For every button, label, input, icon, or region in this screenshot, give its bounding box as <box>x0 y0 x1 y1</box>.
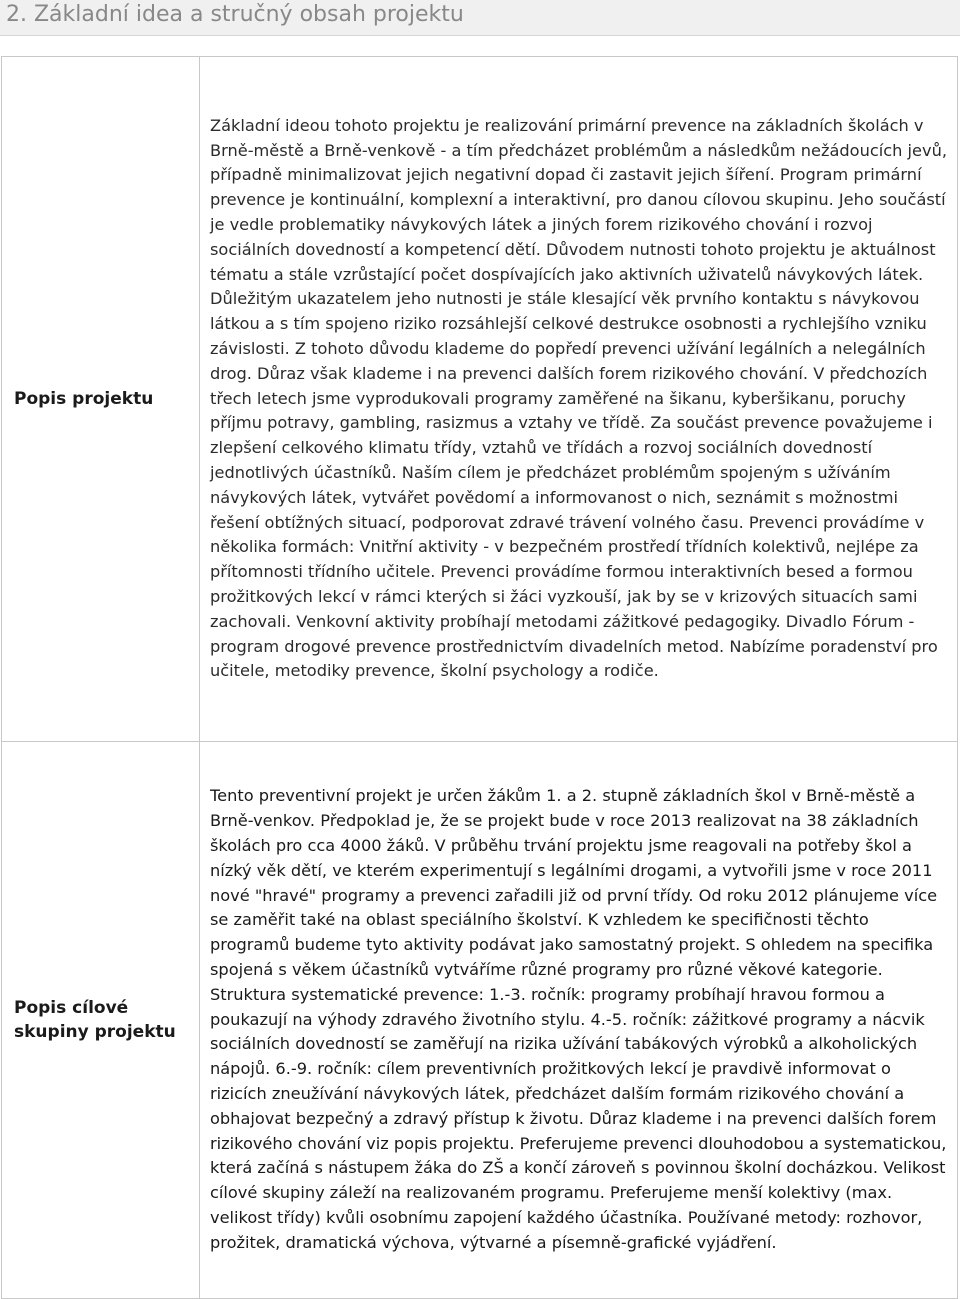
target-group-paragraph: Tento preventivní projekt je určen žákům 1. a 2. stupně základních škol v Brně-městě a Brně-venkov. Předpoklad je, že se projekt bude v roce 2013 realizovat na 38 základních školách pro cca 4000 žáků. V průběhu trvání projektu jsme reagovali na potřeby škol a nízký věk dětí, ve kterém experimentují s legálními drogami, a vytvořili jsme v roce 2011 nové "hravé" programy a prevenci zařadili již od první třídy. Od roku 2012 plánujeme více se zaměřit také na oblast speciálního školství. K vzhledem ke specifičnosti těchto programů budeme tyto aktivity podávat jako samostatný projekt. S ohledem na specifika spojená s věkem účastníků vytváříme různé programy pro různé věkové kategorie. Struktura systematické prevence: 1.-3. ročník: programy probíhají hravou formou a poukazují na výhody zdravého životního stylu. 4.-5. ročník: zážitkové programy a nácvik sociálních dovedností se zaměřují na rizika užívání tabákových výrobků a alkoholických nápojů. 6.-9. ročník: cílem preventivních prožitkových lekcí je pravdivě informovat o rizicích zneužívání návykových látek, předcházet dalším formám rizikového chování a obhajovat bezpečný a zdravý přístup k životu. Důraz klademe i na prevenci dalších forem rizikového chování viz popis projektu. Preferujeme prevenci dlouhodobou a systematickou, která začíná s nástupem žáka do ZŠ a končí zároveň s povinnou školní docházkou. Velikost cílové skupiny záleží na realizovaném programu. Preferujeme menší kolektivy (max. velikost třídy) kvůli osobnímu zapojení každého účastníka. Používané metody: rozhovor, prožitek, dramatická výchova, výtvarné a písemně-grafické vyjádření. <box>210 786 947 1252</box>
project-description-paragraph: Základní ideou tohoto projektu je realizování primární prevence na základních školách v Brně-městě a Brně-venkově - a tím předcházet problémům a následkům nežádoucích jevů, případně minimalizovat jejich negativní dopad či zastavit jejich šíření. Program primární prevence je kontinuální, komplexní a interaktivní, pro danou cílovou skupinu. Jeho součástí je vedle problematiky návykových látek a jiných forem rizikového chování i rozvoj sociálních dovedností a kompetencí dětí. Důvodem nutnosti tohoto projektu je aktuálnost tématu a stále vzrůstající počet dospívajících jako aktivních uživatelů návykových látek. Důležitým ukazatelem jeho nutnosti je stále klesající věk prvního kontaktu s návykovou látkou a s tím spojeno riziko rozsáhlejší celkové destrukce osobnosti a rychlejšího vzniku závislosti. Z tohoto důvodu klademe do popředí prevenci užívání legálních a nelegálních drog. Důraz však klademe i na prevenci dalších forem rizikového chování. V předchozích třech letech jsme vyprodukovali programy zaměřené na šikanu, kyberšikanu, poruchy příjmu potravy, gambling, rasizmus a vztahy ve třídě. Za součást prevence považujeme i zlepšení celkového klimatu třídy, vztahů ve třídách a rozvoj sociálních dovedností jednotlivých účastníků. Naším cílem je předcházet problémům spojeným s užíváním návykových látek, vytvářet povědomí a informovanost o nich, seznámit s možnostmi řešení obtížných situací, podporovat zdravé trávení volného času. Prevenci provádíme v několika formách: Vnitřní aktivity - v bezpečném prostředí třídních kolektivů, nejlépe za přítomnosti třídního učitele. Prevenci provádíme formou interaktivních besed a formou prožitkových lekcí v rámci kterých si žáci vyzkouší, jak by se v krizových situacích sami zachovali. Venkovní aktivity probíhají metodami zážitkové pedagogiky. Divadlo Fórum - program drogové prevence prostřednictvím divadelních metod. Nabízíme poradenství pro učitele, metodiky prevence, školní psychology a rodiče. <box>210 115 947 681</box>
table-row <box>2 742 958 1299</box>
section-heading: 2. Základní idea a stručný obsah projektu <box>0 0 960 36</box>
row-label-target-group: Popis cílové skupiny projektu <box>2 742 200 1299</box>
target-group-text <box>200 742 958 1299</box>
table-row <box>2 57 958 742</box>
project-table <box>1 56 958 1299</box>
row-label-project-description: Popis projektu <box>2 57 200 742</box>
project-description-text <box>200 57 958 742</box>
